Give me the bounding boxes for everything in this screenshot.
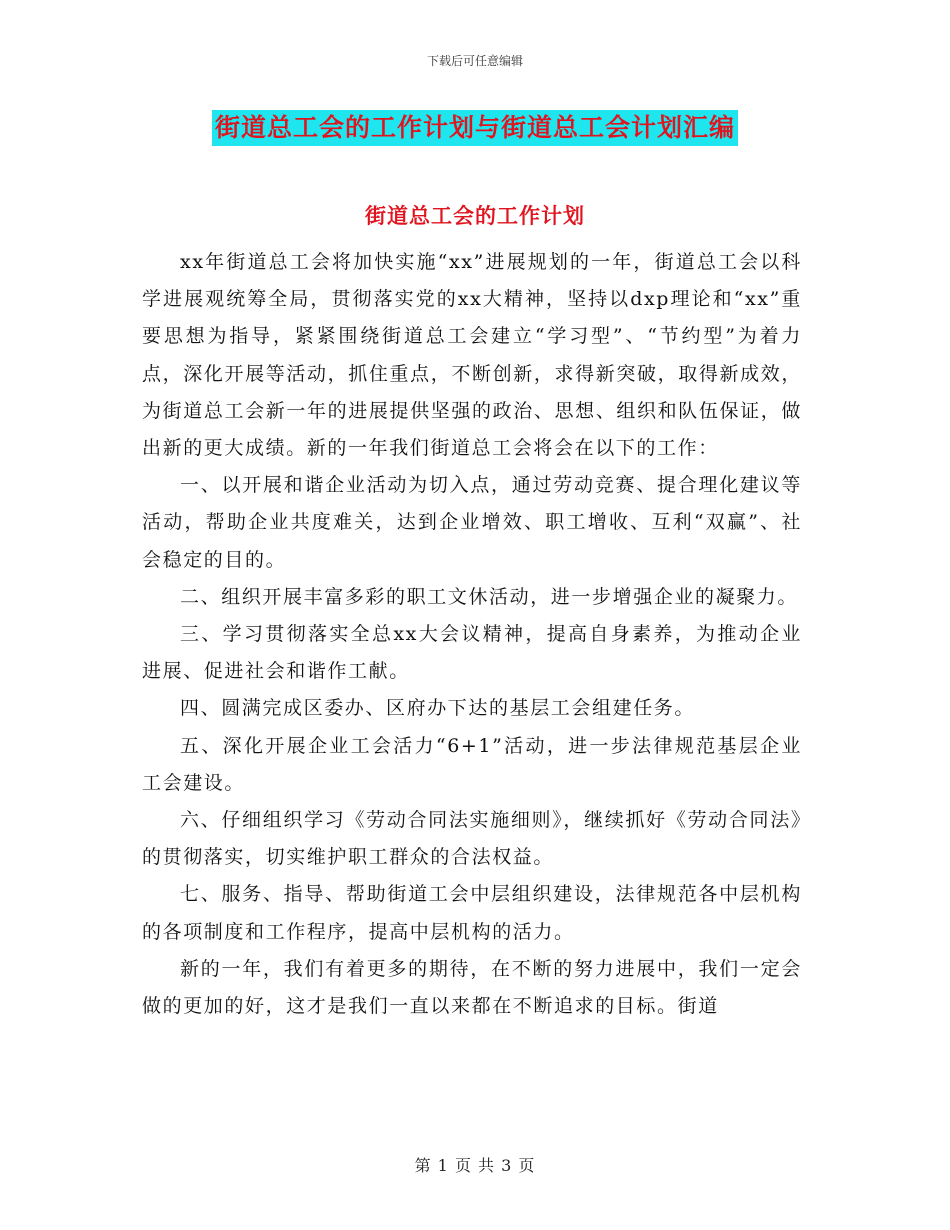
paragraph-item-1: 一、以开展和谐企业活动为切入点，通过劳动竞赛、提合理化建议等活动，帮助企业共度难关，达到企业增效、职工增收、互利“双赢”、社会稳定的目的。 [142, 474, 802, 571]
paragraph-intro: xx年街道总工会将加快实施“xx”进展规划的一年，街道总工会以科学进展观统筹全局，贯彻落实党的xx大精神，坚持以dxp理论和“xx”重要思想为指导，紧紧围绕街道总工会建立“学习型”、“节约型”为着力点，深化开展等活动，抓住重点，不断创新，求得新突破，取得新成效，为街道总工会新一年的进展提供坚强的政治、思想、组织和队伍保证，做出新的更大成绩。新的一年我们街道总工会将会在以下的工作： [142, 251, 802, 460]
page-footer: 第 1 页 共 3 页 [414, 1156, 536, 1175]
paragraph-item-3: 三、学习贯彻落实全总xx大会议精神，提高自身素养，为推动企业进展、促进社会和谐作工献。 [142, 623, 802, 683]
sub-title: 街道总工会的工作计划 [365, 204, 585, 228]
paragraph-item-6: 六、仔细组织学习《劳动合同法实施细则》，继续抓好《劳动合同法》的贯彻落实，切实维护职工群众的合法权益。 [142, 809, 802, 869]
paragraph-item-5: 五、深化开展企业工会活力“6+1”活动，进一步法律规范基层企业工会建设。 [142, 734, 802, 794]
paragraph-closing: 新的一年，我们有着更多的期待，在不断的努力进展中，我们一定会做的更加的好，这才是我们一直以来都在不断追求的目标。街道 [142, 957, 802, 1018]
paragraph-item-2: 二、组织开展丰富多彩的职工文休活动，进一步增强企业的凝聚力。 [180, 585, 799, 608]
main-title-wrap [0, 110, 950, 146]
paragraph-item-4: 四、圆满完成区委办、区府办下达的基层工会组建任务。 [180, 697, 696, 720]
main-title: 街道总工会的工作计划与街道总工会计划汇编 [212, 110, 738, 146]
paragraph-item-7: 七、服务、指导、帮助街道工会中层组织建设，法律规范各中层机构的各项制度和工作程序，提高中层机构的活力。 [142, 883, 802, 943]
header-note: 下载后可任意编辑 [426, 54, 523, 68]
document-body [142, 244, 802, 1025]
